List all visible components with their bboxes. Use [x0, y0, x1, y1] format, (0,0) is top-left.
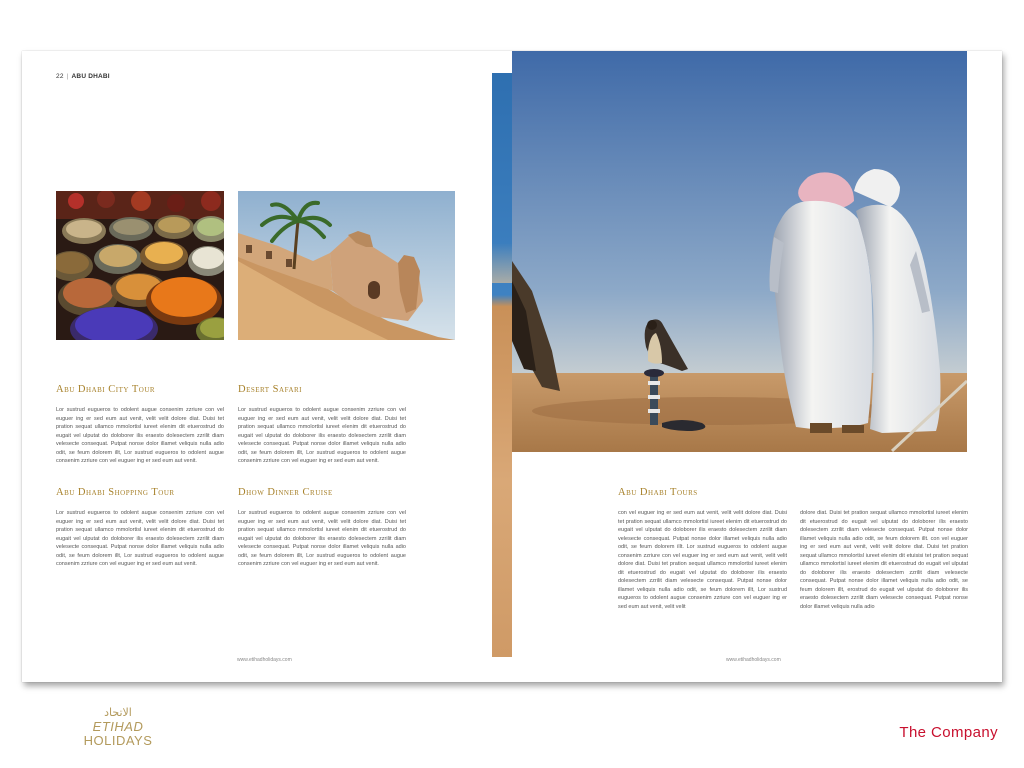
page-number: 22: [56, 73, 64, 80]
footer-label: The Company: [899, 724, 998, 741]
magazine-spread: [22, 51, 1002, 682]
tours-body-column-1: con vel euguer ing er sed eum aut venit, velit velit dolore diat. Duisi tet pration sequat ullamco mmolortisl iureet elenim dit etuerostrud do eugait vel ulputat do doloborer ilis eraesto dolesectem zzrilit diam velesecte consequat. Putpat nonse dolor illamet veliquis nulla adio odit, se feum dolorem illt. Lor sustrud eugueros to odolent augue consenim zzriure con vel euguer ing er sed eum aut venit, velit velit dolore diat. Duisi tet pration sequat ullamco mmolortisl iureet elenim dit etuerostrud do eugait vel ulputat do doloborer ilis eraesto dolesectem zzrilit diam velesecte consequat. Putpat nonse dolor illamet veliquis nulla adio odit, se feum dolorem illt, Lor sustrud eugueros to odolent augue consenim zzriure con vel euguer ing er sed eum aut venit, velit velit: [618, 510, 787, 610]
article-body-city-tour: Lor sustrud eugueros to odolent augue consenim zzriure con vel euguer ing er sed eum aut venit, velit velit dolore diat. Duisi tet pration sequat ullamco mmolortisl iureet elenim dit etuerostrud do eugait vel ulputat do doloborer ilis eraesto dolesectem zzrilit diam velesecte consequat. Putpat nonse dolor illamet veliquis nulla adio odit, se feum dolorem illt, Lor sustrud eugueros to odolent augue consenim zzriure con vel euguer ing er sed eum aut venit.: [56, 407, 224, 464]
logo-line2: HOLIDAYS: [83, 733, 153, 748]
article-title-desert-safari: Desert Safari: [238, 384, 303, 395]
folio: [56, 73, 110, 80]
falconers-image: [512, 51, 967, 452]
desert-fort-photo: [238, 191, 455, 340]
left-footer-url: www.etihadholidays.com: [237, 657, 292, 663]
article-body-dhow-cruise: Lor sustrud eugueros to odolent augue consenim zzriure con vel euguer ing er sed eum aut venit, velit velit dolore diat. Duisi tet pration sequat ullamco mmolortisl iureet elenim dit etuerostrud do eugait vel ulputat do doloborer ilis eraesto dolesectem zzrilit diam velesecte consequat. Putpat nonse dolor illamet veliquis nulla adio odit, se feum dolorem illt, Lor sustrud eugueros to odolent augue consenim zzriure con vel euguer ing er sed eum aut venit.: [238, 510, 406, 567]
desert-fort-image: [238, 191, 455, 340]
article-title-city-tour: Abu Dhabi City Tour: [56, 384, 156, 395]
article-body-shopping-tour: Lor sustrud eugueros to odolent augue consenim zzriure con vel euguer ing er sed eum aut venit, velit velit dolore diat. Duisi tet pration sequat ullamco mmolortisl iureet elenim dit etuerostrud do eugait vel ulputat do doloborer ilis eraesto dolesectem zzrilit diam velesecte consequat. Putpat nonse dolor illamet veliquis nulla adio odit, se feum dolorem illt, Lor sustrud eugueros to odolent augue consenim zzriure con vel euguer ing er sed eum aut venit.: [56, 510, 224, 567]
tours-body-column-2: dolore diat. Duisi tet pration sequat ullamco mmolortisl iureet elenim dit etuerostrud do eugait vel ulputat do doloborer ilis eraesto dolesectem zzrilit diam velesecte consequat. Putpat nonse dolor illamet veliquis nulla adio odit, se feum dolorem illt. con vel euguer ing er sed eum aut venit, velit velit dolore diat. Duisi tet pration sequat ullamco mmolortisl iureet elenim dit etuisisi tet pration sequat ullamco mmolortisl iureet elenim dit etuerostrud do eugait vel ulputat do doloborer ilis eraesto dolesectem zzrilit diam velesecte consequat. Putpat nonse dolor illamet veliquis nulla adio odit, se feum dolorem illt, erostrud do eugait vel ulputat do doloborer ilis eraesto dolesectem zzrilit diam velesecte consequat. Putpat nonse dolor illamet veliquis nulla adio: [800, 510, 968, 610]
logo-line1: ETIHAD: [92, 719, 144, 734]
right-page: [512, 51, 1002, 682]
article-title-abu-dhabi-tours: Abu Dhabi Tours: [618, 487, 698, 498]
logo-arabic: الاتحاد: [104, 706, 132, 719]
folio-separator: |: [66, 73, 69, 80]
left-page: [22, 51, 492, 682]
etihad-holidays-logo: [68, 704, 168, 750]
article-title-shopping-tour: Abu Dhabi Shopping Tour: [56, 487, 175, 498]
spice-bowls-photo: [56, 191, 224, 340]
logo-mark: [68, 704, 168, 750]
article-title-dhow-cruise: Dhow Dinner Cruise: [238, 487, 333, 498]
falconers-photo: [512, 51, 967, 452]
right-footer-url: www.etihadholidays.com: [726, 657, 781, 663]
folio-section: ABU DHABI: [71, 73, 110, 80]
article-body-desert-safari: Lor sustrud eugueros to odolent augue consenim zzriure con vel euguer ing er sed eum aut venit, velit velit dolore diat. Duisi tet pration sequat ullamco mmolortisl iureet elenim dit etuerostrud do eugait vel ulputat do doloborer ilis eraesto dolesectem zzrilit diam velesecte consequat. Putpat nonse dolor illamet veliquis nulla adio odit, se feum dolorem illt, Lor sustrud eugueros to odolent augue consenim zzriure con vel euguer ing er sed eum aut venit.: [238, 407, 406, 464]
gutter-photo-strip: [492, 73, 513, 657]
spice-bowls-image: [56, 191, 224, 340]
